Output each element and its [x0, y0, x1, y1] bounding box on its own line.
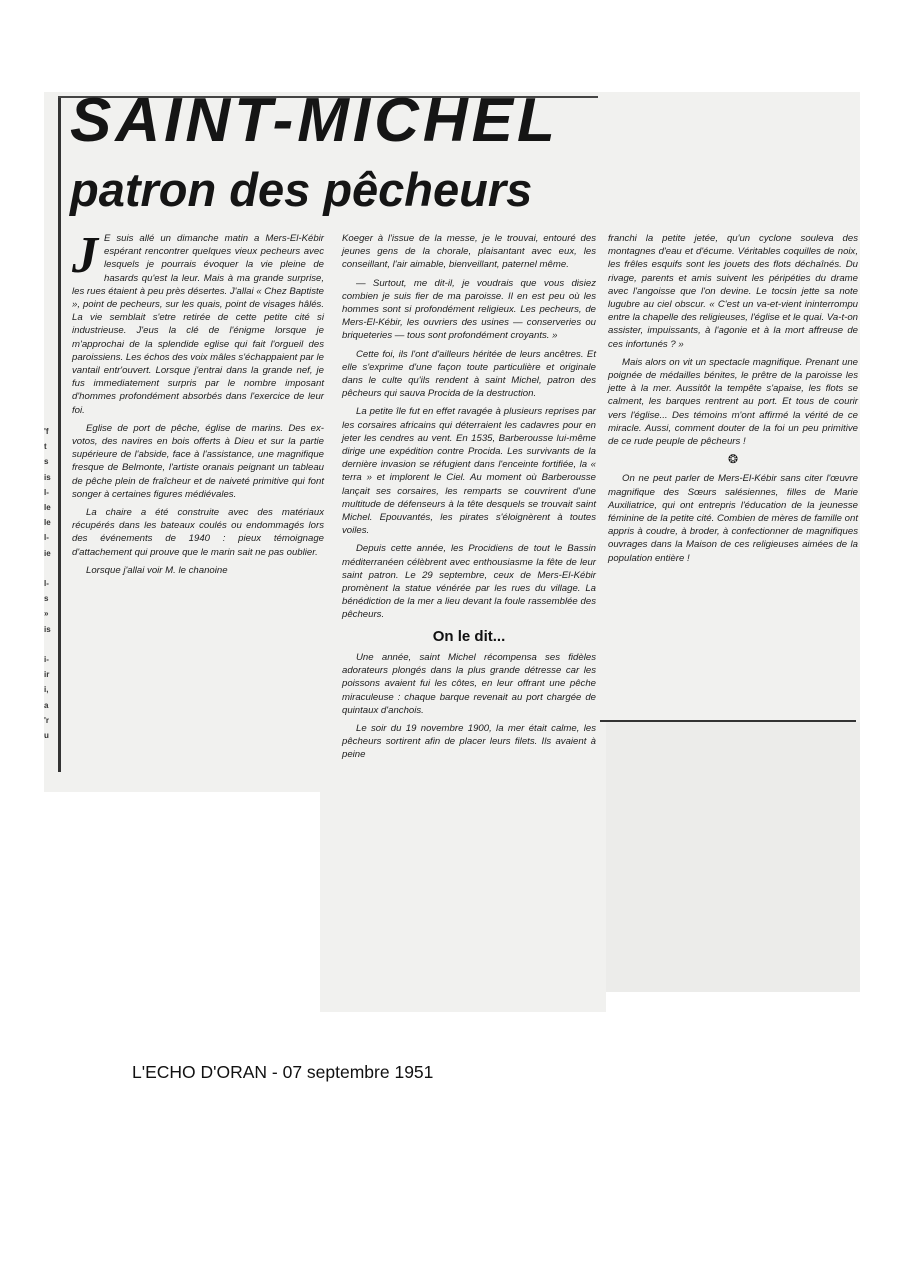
paragraph: La petite île fut en effet ravagée à plusieurs reprises par les corsaires africains qui déterraient les cadavres pour en jeter les cendres au vent. En 1535, Barberousse lui-même dirige une expédition contre Procida. Les survivants de la dernière invasion se réfugient dans l'enceinte fortifiée, la « terra » et implorent le Ciel. Au moment où Barberousse lançait ses corsaires, les remparts se couvrirent d'une multitude de défenseurs à la tête desquels se trouvait saint Michel. Epouvantés, les pirates s'éloignèrent à toutes voiles.	[342, 406, 596, 537]
margin-fragment: ie	[44, 548, 51, 558]
paragraph: Depuis cette année, les Procidiens de tout le Bassin méditerranéen célèbrent avec enthousiasme la fête de leur saint patron. Le 29 septembre, ceux de Mers-El-Kébir promènent la statue vénérée par les rues du village. La bénédiction de la mer a lieu devant la foule rassemblée des pêcheurs.	[342, 543, 596, 621]
ornament-icon: ❂	[727, 452, 739, 467]
paragraph: Lorsque j'allai voir M. le chanoine	[86, 564, 228, 576]
margin-fragment: s	[44, 594, 49, 604]
paragraph: Cette foi, ils l'ont d'ailleurs héritée de leurs ancêtres. Et elle s'exprime d'une façon toute particulière et originale dans le culte qu'ils rendent à saint Michel, patron des pêcheurs qui sauva Procida de la destruction.	[342, 348, 596, 400]
paragraph: Mais alors on vit un spectacle magnifique. Prenant une poignée de médailles bénites, le prêtre de la paroisse les jette à la mer. Aussitôt la tempête s'apaise, les flots se calment, les barques rentrent au port. Et tous de courir vers l'église... Des témoins m'ont affirmé la vérité de ce miracle. Aussi, comment douter de la foi un peu primitive de ce rude peuple de pêcheurs !	[608, 356, 858, 448]
newspaper-clipping-lower	[320, 792, 606, 1012]
paragraph: E suis allé un dimanche matin a Mers-El-Kébir espérant rencontrer quelques vieux pecheurs avec lesquels je pourrais évoquer la vie pleine de hasards qu'est la leur. Mais à ma grande surprise, les rues étaient à peu près désertes. J'allai « Chez Baptiste », point de pecheurs, sur les quais, point de visages hâlés. La vie semblait s'etre retirée de cette petite cité si industrieuse. J'eus la clé de l'énigme lorsque je m'approchai de la splendide eglise qui fait l'orgueil des paroissiens. Les échos des voix mâles s'échappaient par le vantail entr'ouvert. Lorsque j'entrai dans la grande nef, je fus immediatement surpris par le nombre imposant d'hommes profondément absorbés dans l'exercice de leur foi.	[72, 233, 324, 416]
paragraph: La chaire a été construite avec des matériaux récupérés dans les bateaux coulés ou endommagés lors des événements de 1940 : pieux témoignage d'attachement qui prouve que le marin sait ne pas oublier.	[72, 507, 324, 558]
margin-fragment: »	[44, 609, 49, 619]
margin-fragments	[44, 424, 58, 743]
section-heading: On le dit...	[432, 627, 506, 645]
paragraph: — Surtout, me dit-il, je voudrais que vous disiez combien je suis fier de ma paroisse. Il en est peu où les hommes sont si profondément religieux. Les pecheurs, de Mers-El-Kébir, les ouvriers des usines — conserveries ou briqueteries — tous sont profondément croyants. »	[342, 277, 596, 342]
newspaper-clipping-blank-area	[606, 722, 860, 992]
margin-fragment: t	[44, 442, 47, 452]
drop-cap: J	[72, 227, 98, 284]
source-caption: L'ECHO D'ORAN - 07 septembre 1951	[132, 1062, 434, 1082]
margin-fragment: 'r	[44, 715, 50, 725]
margin-fragment: is	[44, 472, 51, 482]
margin-fragment: u	[44, 731, 49, 741]
article-subtitle: patron des pêcheurs	[70, 163, 533, 216]
margin-fragment: s	[44, 457, 49, 467]
margin-fragment: a	[44, 700, 49, 710]
margin-fragment: ir	[44, 670, 50, 680]
paragraph: Le soir du 19 novembre 1900, la mer était calme, les pêcheurs sortirent afin de placer leurs filets. Ils avaient à peine	[342, 722, 596, 761]
margin-fragment: 'f	[44, 427, 49, 436]
paragraph: Koeger à l'issue de la messe, je le trouvai, entouré des jeunes gens de la chorale, plaisantant avec eux, les conseillant, l'air aimable, bienveillant, paternel même.	[342, 233, 596, 271]
article-column-1	[72, 227, 324, 582]
left-border-rule	[58, 96, 61, 772]
margin-fragment: le	[44, 503, 51, 513]
margin-fragment	[44, 561, 58, 576]
margin-fragment	[44, 637, 58, 652]
article-title: SAINT-MICHEL	[70, 86, 559, 155]
margin-fragment: is	[44, 624, 51, 634]
article-column-2	[342, 232, 596, 767]
margin-fragment: l-	[44, 487, 49, 497]
article-column-3	[608, 232, 858, 570]
paragraph: Eglise de port de pêche, église de marins. Des ex-votos, des navires en bois offerts à Dieu et sur la partie supérieure de l'abside, face à l'assistance, une magnifique fresque de Belmonte, l'artiste oranais peignant un tableau de pêche plein de fraîcheur et de naiveté primitive qui font songer à certaines figures médiévales.	[72, 422, 324, 500]
paragraph: On ne peut parler de Mers-El-Kébir sans citer l'œuvre magnifique des Sœurs salésiennes, filles de Marie Auxiliatrice, qui ont entrepris l'éducation de la jeunesse féminine de la petite cité. Combien de mères de famille ont appris à coudre, à broder, à confectionner de magnifiques ouvrages dans la Maison de ces religieuses aimées de la population entière !	[608, 473, 858, 564]
paragraph: Une année, saint Michel récompensa ses fidèles adorateurs plongés dans la plus grande détresse car les poissons avaient fui les côtes, en leur offrant une pêche miraculeuse : chaque barque revenait au port chargée de quintaux d'anchois.	[342, 651, 596, 716]
margin-fragment: i,	[44, 685, 49, 695]
column-end-rule	[600, 720, 856, 722]
margin-fragment: l-	[44, 579, 49, 589]
paragraph: franchi la petite jetée, qu'un cyclone souleva des montagnes d'eau et d'écume. Véritables coquilles de noix, les frêles esquifs sont les jouets des flots déchaînés. Du rivage, parents et amis suivent les péripéties du drame avec l'angoisse que l'on devine. Le tocsin jette sa note lugubre au ciel obscur. « C'est un va-et-vient ininterrompu entre la chapelle des religieuses, l'église et le quai. Va-t-on assister, impuissants, à l'agonie et à la mort affreuse de ces infortunés ? »	[608, 233, 858, 350]
margin-fragment: le	[44, 518, 51, 528]
margin-fragment: i-	[44, 655, 49, 665]
margin-fragment: l-	[44, 533, 49, 543]
